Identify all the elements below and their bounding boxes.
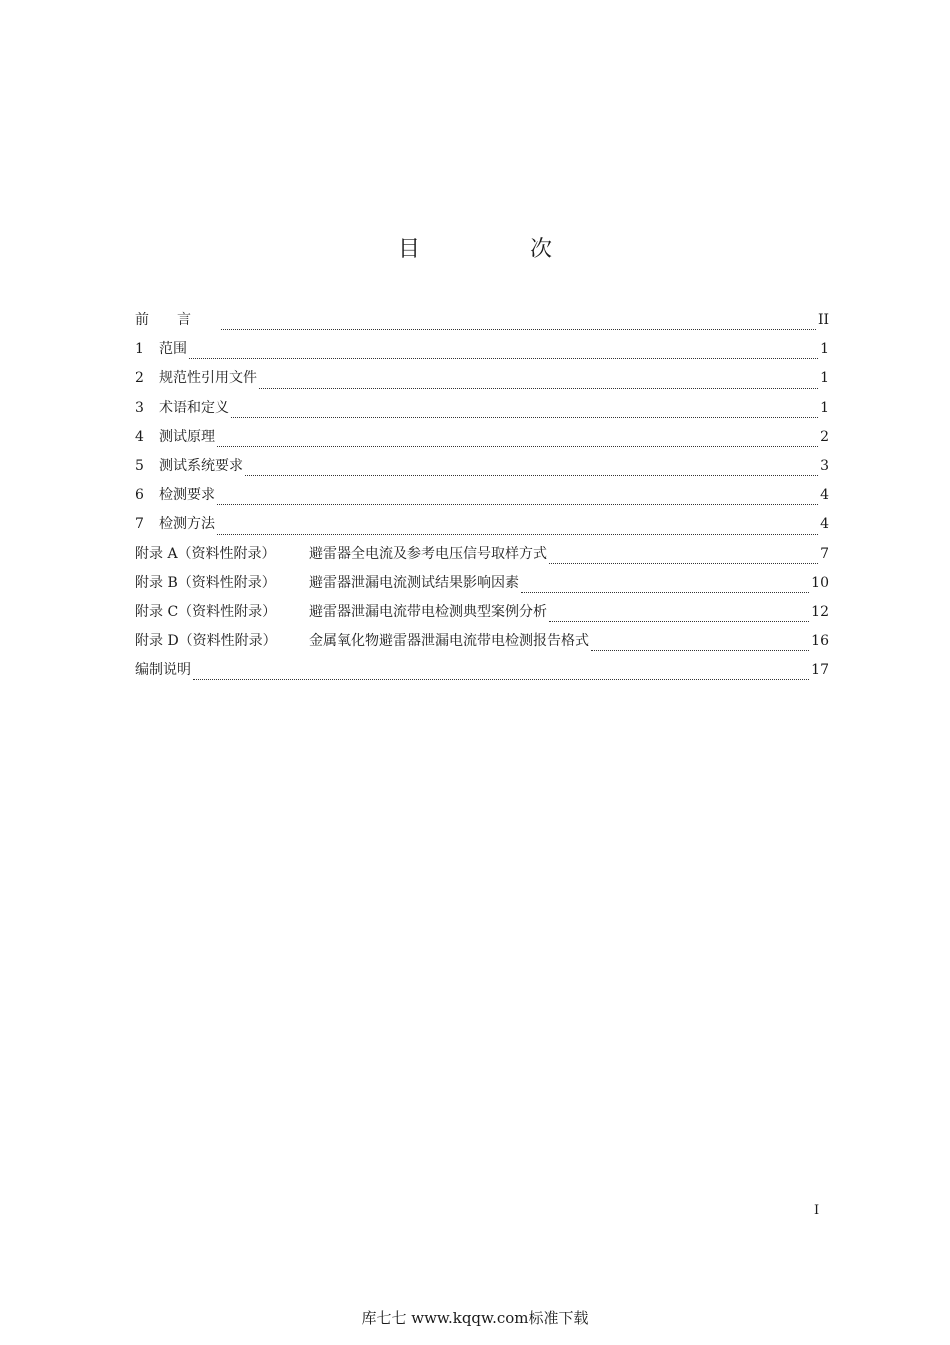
toc-entry-2[interactable] bbox=[135, 368, 829, 397]
toc-entry-number: 7 bbox=[135, 516, 144, 533]
toc-leader-dots bbox=[221, 329, 816, 330]
toc-entry-7[interactable] bbox=[135, 514, 829, 543]
toc-entry-label: 范围 bbox=[159, 341, 187, 358]
toc-entry-label: 避雷器泄漏电流测试结果影响因素 bbox=[309, 574, 519, 591]
toc-entry-5[interactable] bbox=[135, 456, 829, 485]
toc-leader-dots bbox=[217, 534, 818, 535]
toc-entry-number: 3 bbox=[135, 399, 144, 416]
toc-entry-appendix-c[interactable] bbox=[135, 602, 829, 631]
toc-entry-page: 4 bbox=[820, 487, 829, 504]
footer-watermark: 库七七 www.kqqw.com标准下载 bbox=[361, 1309, 589, 1327]
toc-entry-page: 7 bbox=[820, 545, 829, 562]
toc-leader-dots bbox=[591, 650, 809, 651]
toc-entry-label: 检测要求 bbox=[159, 487, 215, 504]
toc-entry-appendix-d[interactable] bbox=[135, 631, 829, 660]
toc-leader-dots bbox=[549, 563, 818, 564]
toc-entry-page: 12 bbox=[811, 603, 829, 620]
toc-entry-page: II bbox=[817, 312, 829, 328]
toc-entry-preface[interactable] bbox=[135, 310, 829, 339]
toc-entry-label: 规范性引用文件 bbox=[159, 370, 257, 387]
toc-entry-label: 金属氧化物避雷器泄漏电流带电检测报告格式 bbox=[309, 633, 589, 650]
toc-leader-dots bbox=[193, 679, 809, 680]
toc-leader-dots bbox=[217, 446, 818, 447]
toc-entry-page: 16 bbox=[811, 633, 829, 650]
toc-entry-1[interactable] bbox=[135, 339, 829, 368]
toc-entry-page: 4 bbox=[820, 516, 829, 533]
toc-entry-label: 避雷器泄漏电流带电检测典型案例分析 bbox=[309, 603, 547, 620]
toc-entry-explanation[interactable] bbox=[135, 660, 829, 689]
toc-entry-4[interactable] bbox=[135, 427, 829, 456]
toc-entry-number: 2 bbox=[135, 370, 144, 387]
toc-entry-page: 17 bbox=[811, 662, 829, 679]
toc-entry-appendix-a[interactable] bbox=[135, 544, 829, 573]
toc-entry-label: 前言 bbox=[135, 312, 219, 328]
toc-entry-page: 1 bbox=[820, 370, 829, 387]
toc-entry-label: 编制说明 bbox=[135, 662, 191, 679]
toc-entry-prefix: 附录 C（资料性附录） bbox=[135, 603, 277, 620]
table-of-contents bbox=[135, 310, 829, 689]
toc-leader-dots bbox=[259, 388, 818, 389]
toc-entry-label: 避雷器全电流及参考电压信号取样方式 bbox=[309, 545, 547, 562]
toc-entry-prefix: 附录 D（资料性附录） bbox=[135, 633, 277, 650]
toc-entry-number: 1 bbox=[135, 341, 144, 358]
toc-entry-label: 测试原理 bbox=[159, 428, 215, 445]
toc-entry-page: 1 bbox=[820, 399, 829, 416]
toc-leader-dots bbox=[217, 504, 818, 505]
toc-leader-dots bbox=[245, 475, 818, 476]
toc-leader-dots bbox=[189, 358, 818, 359]
toc-entry-page: 10 bbox=[811, 574, 829, 591]
toc-entry-appendix-b[interactable] bbox=[135, 573, 829, 602]
toc-entry-label: 术语和定义 bbox=[159, 399, 229, 416]
toc-entry-label: 测试系统要求 bbox=[159, 457, 243, 474]
toc-entry-label: 检测方法 bbox=[159, 516, 215, 533]
toc-leader-dots bbox=[231, 417, 818, 418]
toc-entry-6[interactable] bbox=[135, 485, 829, 514]
toc-entry-number: 4 bbox=[135, 428, 144, 445]
toc-entry-page: 3 bbox=[820, 457, 829, 474]
toc-entry-prefix: 附录 B（资料性附录） bbox=[135, 574, 276, 591]
toc-entry-number: 5 bbox=[135, 457, 144, 474]
page-title: 目 次 bbox=[397, 237, 596, 262]
toc-entry-prefix: 附录 A（资料性附录） bbox=[135, 545, 276, 562]
toc-entry-page: 1 bbox=[820, 341, 829, 358]
toc-entry-3[interactable] bbox=[135, 398, 829, 427]
page-number: I bbox=[814, 1203, 820, 1218]
toc-leader-dots bbox=[549, 621, 809, 622]
toc-entry-page: 2 bbox=[820, 428, 829, 445]
toc-entry-number: 6 bbox=[135, 487, 144, 504]
toc-leader-dots bbox=[521, 592, 809, 593]
